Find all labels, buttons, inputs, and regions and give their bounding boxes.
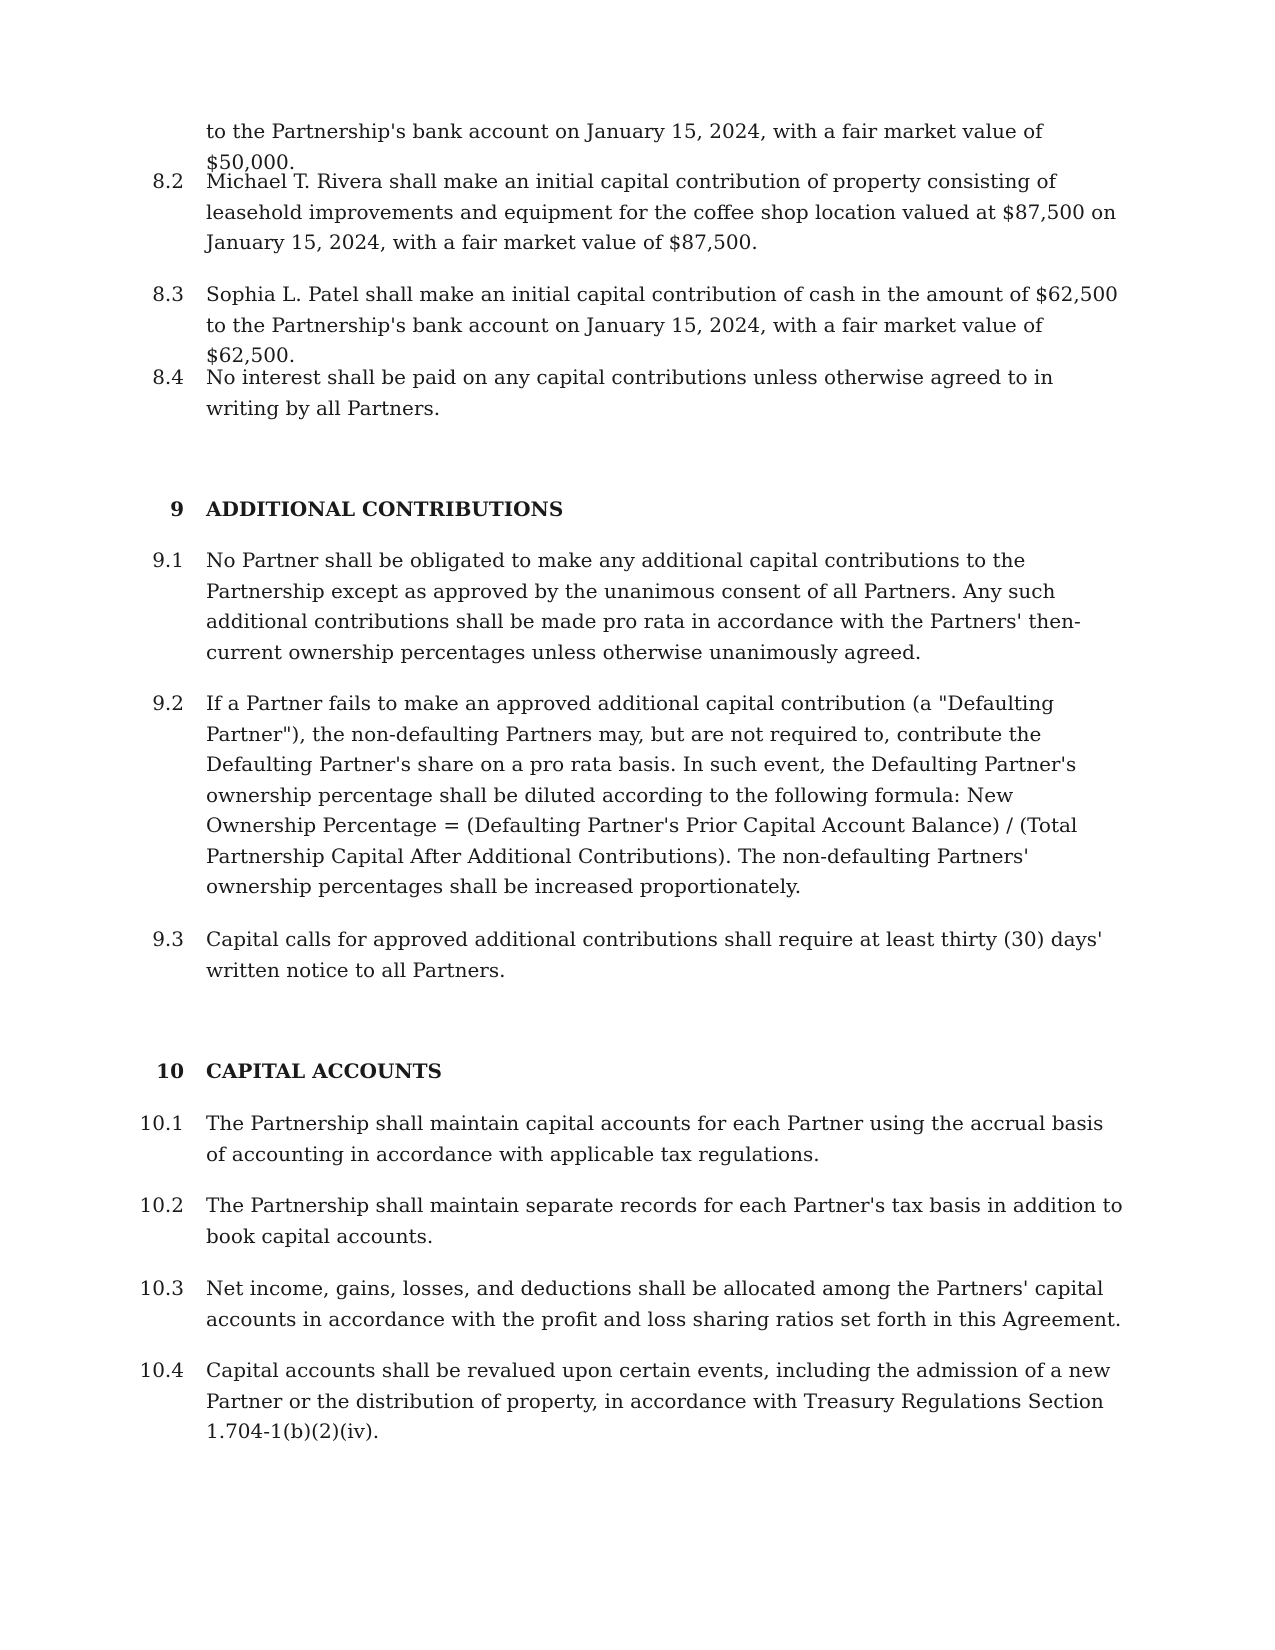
clause-text: Michael T. Rivera shall make an initial capital contribution of property consisting of leasehold improvements and equipment for the coffee shop location valued at $87,500 on January 15, 2024, with a fair market value of $87,500.	[206, 169, 1117, 254]
clause-number: 8.2	[152, 169, 184, 193]
clause-text: The Partnership shall maintain capital accounts for each Partner using the accrual basis of accounting in accordance with applicable tax regulations.	[206, 1111, 1104, 1166]
clause-text: If a Partner fails to make an approved additional capital contribution (a "Defaulting Partner"), the non-defaulting Partners may, but are not required to, contribute the Defaulting Partner's share on a pro rata basis. In such event, the Defaulting Partner's ownership percentage shall be diluted according to the following formula: New Ownership Percentage = (Defaulting Partner's Prior Capital Account Balance) / (Total Partnership Capital After Additional Contributions). The non-defaulting Partners' ownership percentages shall be increased proportionately.	[206, 691, 1078, 898]
clause-text: The Partnership shall maintain separate records for each Partner's tax basis in addition to book capital accounts.	[206, 1193, 1123, 1248]
section-title: ADDITIONAL CONTRIBUTIONS	[206, 497, 564, 521]
section-number: 9	[170, 497, 184, 521]
clause-text: Capital accounts shall be revalued upon certain events, including the admission of a new Partner or the distribution of property, in accordance with Treasury Regulations Section 1.704-1(b)(2)(iv).	[206, 1358, 1111, 1443]
clause-text: Net income, gains, losses, and deductions shall be allocated among the Partners' capital accounts in accordance with the profit and loss sharing ratios set forth in this Agreement.	[206, 1276, 1122, 1331]
clause-text: No interest shall be paid on any capital contributions unless otherwise agreed to in writing by all Partners.	[206, 365, 1054, 420]
clause-number: 8.4	[152, 365, 184, 389]
clause-text: No Partner shall be obligated to make any additional capital contributions to the Partnership except as approved by the unanimous consent of all Partners. Any such additional contributions shall be made pro rata in accordance with the Partners' then-current ownership percentages unless otherwise unanimously agreed.	[206, 548, 1081, 664]
clause-number: 9.1	[152, 548, 184, 572]
section-title: CAPITAL ACCOUNTS	[206, 1059, 442, 1083]
clause-number: 9.2	[152, 691, 184, 715]
clause-number: 10.1	[139, 1111, 184, 1135]
clause-number: 9.3	[152, 927, 184, 951]
clause-text: Capital calls for approved additional contributions shall require at least thirty (30) days' written notice to all Partners.	[206, 927, 1103, 982]
section-number: 10	[156, 1059, 184, 1083]
clause-text: Sophia L. Patel shall make an initial capital contribution of cash in the amount of $62,500 to the Partnership's bank account on January 15, 2024, with a fair market value of $62,500.	[206, 282, 1118, 367]
clause-number: 10.3	[139, 1276, 184, 1300]
clause-number: 10.2	[139, 1193, 184, 1217]
clause-text: to the Partnership's bank account on January 15, 2024, with a fair market value of $50,000.	[206, 119, 1043, 174]
clause-number: 8.3	[152, 282, 184, 306]
clause-number: 10.4	[139, 1358, 184, 1382]
